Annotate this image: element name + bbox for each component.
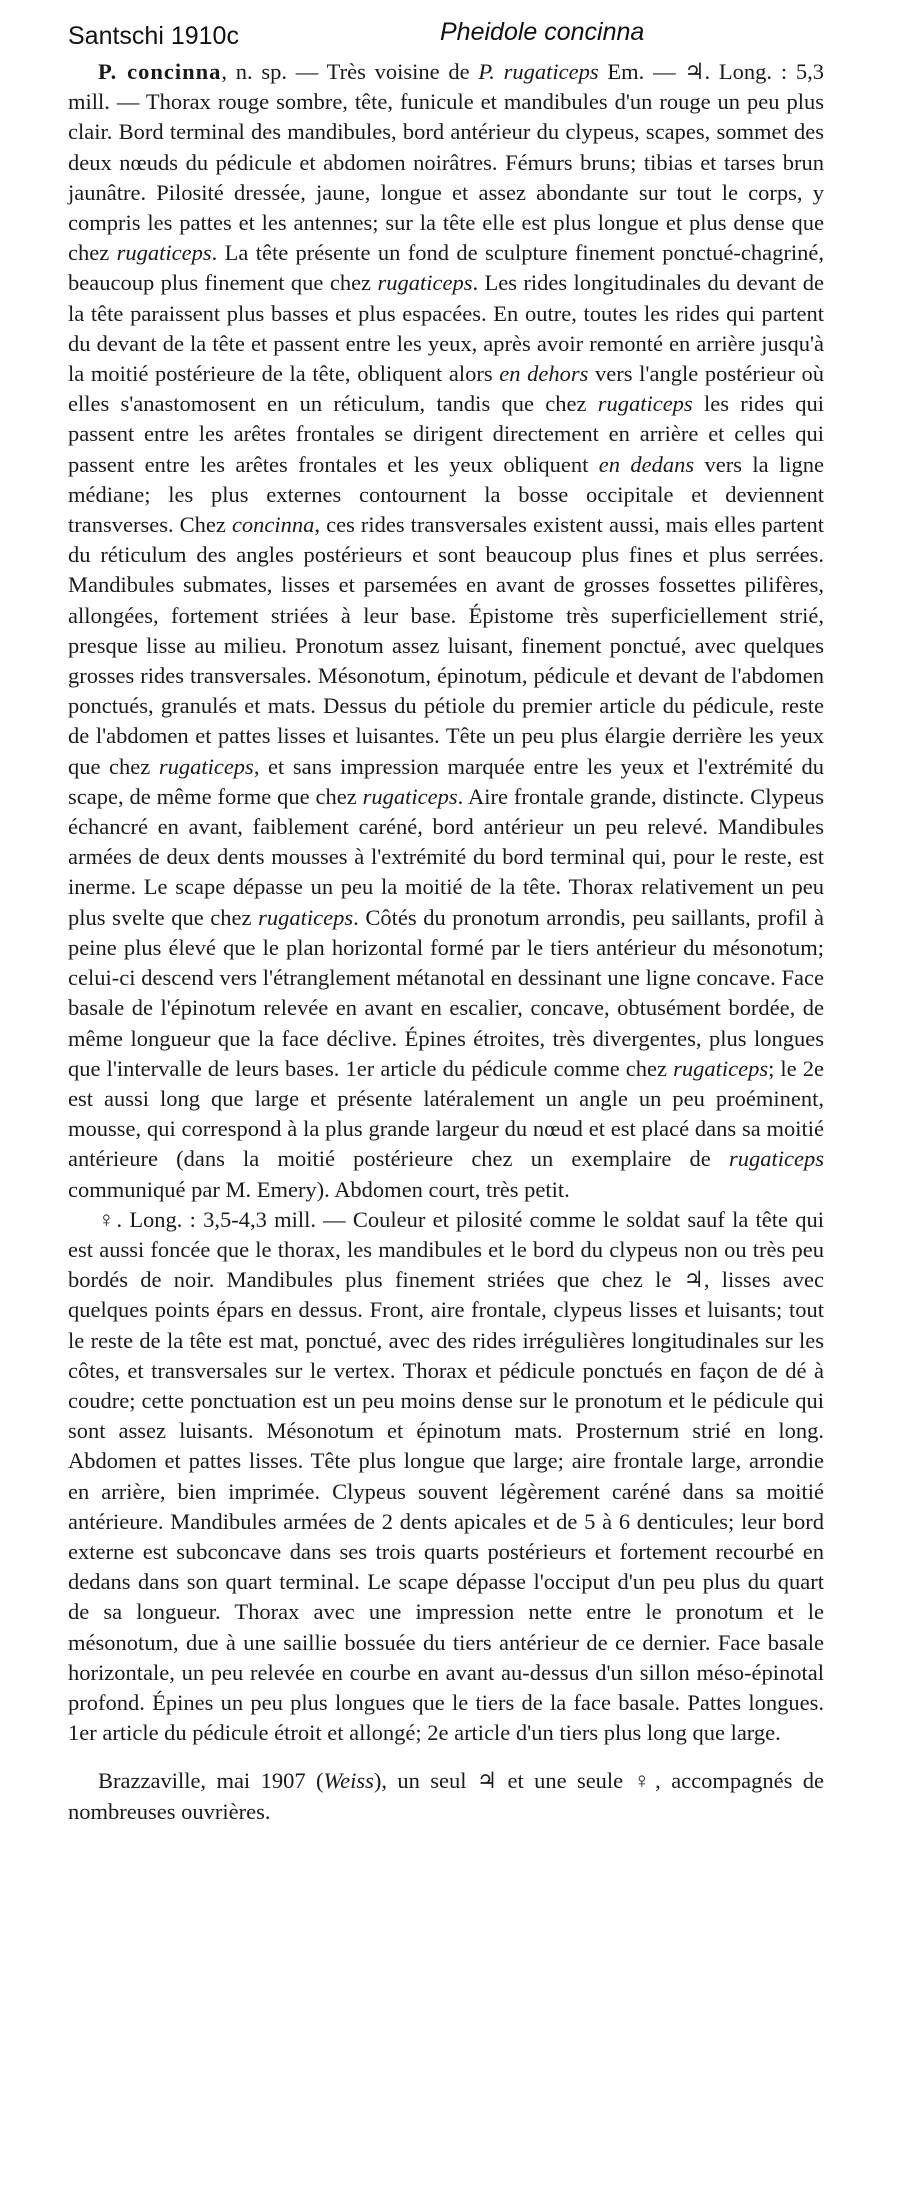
comparison-taxon: rugaticeps <box>116 240 212 266</box>
comparison-taxon: rugaticeps <box>258 904 354 930</box>
comparison-taxon: concinna <box>231 512 315 538</box>
comparison-taxon: rugaticeps <box>158 753 254 779</box>
italic-term: en dedans <box>598 451 695 477</box>
text-run: Em. — ♃. Long. : 5,3 mill. — Thorax rouge sombre, tête, funicule et mandibules d'un rouge un peu plus clair. Bord terminal des mandibules, bord antérieur du clypeus, scapes, sommet des deux nœuds du pédicule et abdomen noirâtres. Fémurs bruns; tibias et tarses brun jaunâtre. Pilosité dressée, jaune, longue et assez abondante sur tout le corps, y compris les pattes et les antennes; sur la tête elle est plus longue et plus dense que chez <box>68 59 824 266</box>
italic-term: en dehors <box>499 361 589 387</box>
soldier-description <box>68 57 824 1205</box>
text-run: , ces rides transversales existent aussi, mais elles partent du réticulum des angles postérieurs et sont beaucoup plus fines et plus serrées. Mandibules submates, lisses et parsemées en avant de grosses fossettes pilifères, allongées, fortement striées à leur base. Épistome très superficiellement strié, presque lisse au milieu. Pronotum assez luisant, finement ponctué, avec quelques grosses rides transversales. Mésonotum, épinotum, pédicule et devant de l'abdomen ponctués, granulés et mats. Dessus du pétiole du premier article du pédicule, reste de l'abdomen et pattes lisses et luisantes. Tête un peu plus élargie derrière les yeux que chez <box>68 512 824 779</box>
species-name: P. concinna <box>98 59 222 84</box>
comparison-taxon: rugaticeps <box>362 783 458 809</box>
taxon-title: Pheidole concinna <box>440 18 645 46</box>
text-run: . La tête présente un fond de sculpture finement ponctué-chagriné, beaucoup plus finement que chez <box>68 240 824 296</box>
text-run: . Aire frontale grande, distincte. Clypeus échancré en avant, faiblement caréné, bord antérieur un peu relevé. Mandibules armées de deux dents mousses à l'extrémité du bord terminal qui, pour le reste, est inerme. Le scape dépasse un peu la moitié de la tête. Thorax relativement un peu plus svelte que chez <box>68 783 824 930</box>
collector-name: Weiss <box>323 1768 374 1794</box>
text-run: communiqué par M. Emery). Abdomen court, très petit. <box>68 1176 570 1202</box>
text-run: ), un seul ♃ et une seule ♀, accompagnés de nombreuses ouvrières. <box>68 1768 825 1824</box>
locality-paragraph <box>68 1766 824 1826</box>
text-run: Brazzaville, mai 1907 ( <box>98 1768 324 1794</box>
page-header <box>68 18 840 58</box>
text-run: , n. sp. — Très voisine de <box>221 59 479 84</box>
comparison-taxon: rugaticeps <box>597 391 693 417</box>
text-run: vers la ligne médiane; les plus externes contournent la bosse occipitale et deviennent transverses. Chez <box>68 451 824 538</box>
text-run: les rides qui passent entre les arêtes frontales se dirigent directement en arrière et celles qui passent entre les arêtes frontales et les yeux obliquent <box>68 391 824 477</box>
citation-label: Santschi 1910c <box>68 22 239 50</box>
comparison-taxon: rugaticeps <box>729 1146 824 1172</box>
comparison-taxon: rugaticeps <box>377 270 473 296</box>
text-run: vers l'angle postérieur où elles s'anastomosent en un réticulum, tandis que chez <box>68 361 824 417</box>
text-run: , et sans impression marquée entre les yeux et l'extrémité du scape, de même forme que chez <box>68 753 824 809</box>
description-body <box>68 57 824 1827</box>
text-run: . Les rides longitudinales du devant de la tête paraissent plus basses et plus espacées. En outre, toutes les rides qui partent du devant de la tête et passent entre les yeux, après avoir remonté en arrière jusqu'à la moitié postérieure de la tête, obliquent alors <box>68 270 825 387</box>
comparison-taxon: rugaticeps <box>673 1055 769 1081</box>
text-run: ; le 2e est aussi long que large et présente latéralement un angle un peu proéminent, mousse, qui correspond à la plus grande largeur du nœud et est placé dans sa moitié antérieure (dans la moitié postérieure chez un exemplaire de <box>68 1055 824 1172</box>
comparison-taxon: P. rugaticeps <box>478 59 599 84</box>
text-run: . Côtés du pronotum arrondis, peu saillants, profil à peine plus élevé que le plan horizontal formé par le tiers antérieur du mésonotum; celui-ci descend vers l'étranglement métanotal en dessinant une ligne concave. Face basale de l'épinotum relevée en avant en escalier, concave, obtusément bordée, de même longueur que la face déclive. Épines étroites, très divergentes, plus longues que l'intervalle de leurs bases. 1er article du pédicule comme chez <box>68 904 824 1081</box>
queen-description: ♀. Long. : 3,5-4,3 mill. — Couleur et pilosité comme le soldat sauf la tête qui est aussi foncée que le thorax, les mandibules et le bord du clypeus non ou très peu bordés de noir. Mandibules plus finement striées que chez le ♃, lisses avec quelques points épars en dessus. Front, aire frontale, clypeus lisses et luisants; tout le reste de la tête est mat, ponctué, avec des rides irrégulières longitudinales sur les côtes, et transversales sur le vertex. Thorax et pédicule ponctués en façon de dé à coudre; cette ponctuation est un peu moins dense sur le pronotum et le pédicule qui sont assez luisants. Mésonotum et épinotum mats. Prosternum strié en long. Abdomen et pattes lisses. Tête plus longue que large; aire frontale large, arrondie en arrière, bien imprimée. Clypeus souvent légèrement caréné dans sa moitié antérieure. Mandibules armées de 2 dents apicales et de 5 à 6 denticules; leur bord externe est subconcave dans ses trois quarts postérieurs et fortement recourbé en dedans dans son quart terminal. Le scape dépasse l'occiput d'un peu plus du quart de sa longueur. Thorax avec une impression nette entre le pronotum et le mésonotum, due à une saillie bossuée du tiers antérieur de ce dernier. Face basale horizontale, un peu relevée en courbe en avant au-dessus d'un sillon méso-épinotal profond. Épines un peu plus longues que le tiers de la face basale. Pattes longues. 1er article du pédicule étroit et allongé; 2e article d'un tiers plus long que large. <box>68 1206 824 1746</box>
